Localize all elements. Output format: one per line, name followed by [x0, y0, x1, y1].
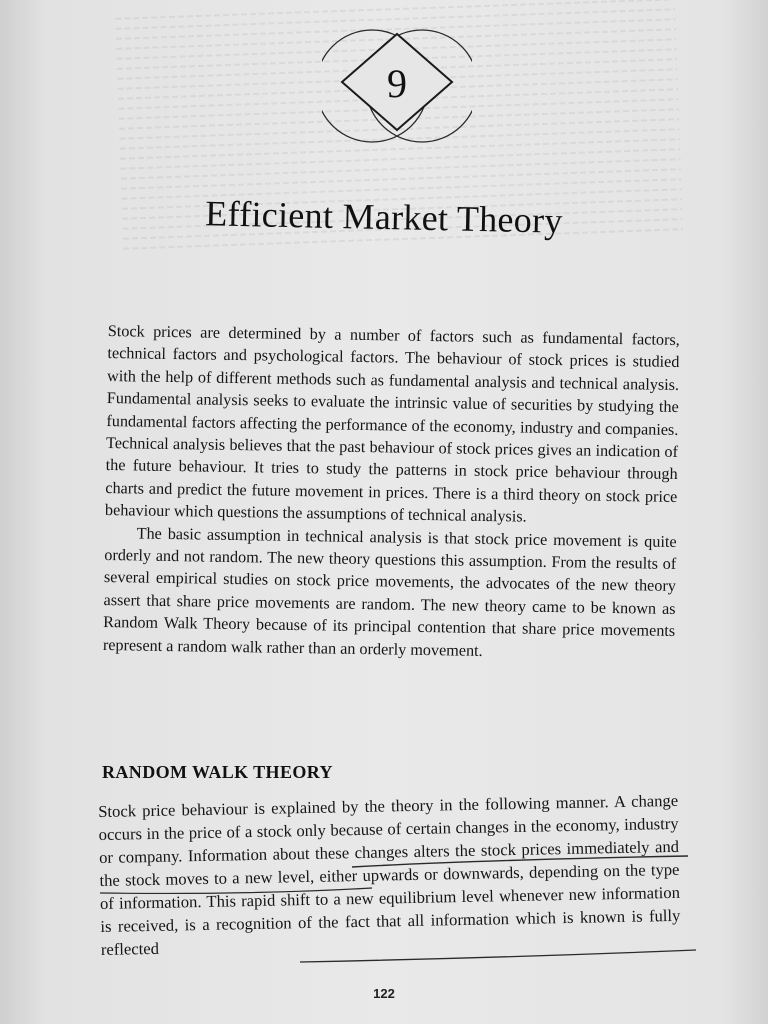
intro-paragraph-2: The basic assumption in technical analysis is that stock price movement is quite orderly and not random. The new theory questions this assumption. From the results of several empirical studies on stock price movements, the advocates of the new theory assert that share price movements are random. The new theory came to be known as Random Walk Theory because of its principal contention that share price movements represent a random walk rather than an orderly movement.: [102, 524, 677, 660]
chapter-title: Efficient Market Theory: [204, 193, 564, 241]
section-paragraph: Stock price behaviour is explained by the theory in the following manner. A change occurs in the price of a stock only because of certain changes in the economy, industry or company. Information about these changes alters the stock prices immediately and the stock moves to a new level, either upwards or downwards, depending on the type of information. This rapid shift to a new equilibrium level whenever new information is received, is a recognition of the fact that all information which is known is fully reflected: [98, 790, 681, 959]
chapter-number: 9: [387, 61, 407, 106]
page-number: 122: [373, 986, 395, 1001]
section-heading: RANDOM WALK THEORY: [102, 762, 333, 782]
intro-paragraph-1: Stock prices are determined by a number of factors such as fundamental factors, technical factors and psychological factors. The behaviour of stock prices is studied with the help of different methods such as fundamental analysis and technical analysis. Fundamental analysis seeks to evaluate the intrinsic value of securities by studying the fundamental factors affecting the performance of the economy, industry and companies. Technical analysis believes that the past behaviour of stock prices gives an indication of the future behaviour. It tries to study the patterns in stock price behaviour through charts and predict the future movement in prices. There is a third theory on stock price behaviour which questions the assumptions of technical analysis.: [104, 321, 680, 526]
chapter-emblem: [322, 0, 472, 168]
intro-text: [103, 320, 680, 665]
section-body: [98, 789, 681, 961]
